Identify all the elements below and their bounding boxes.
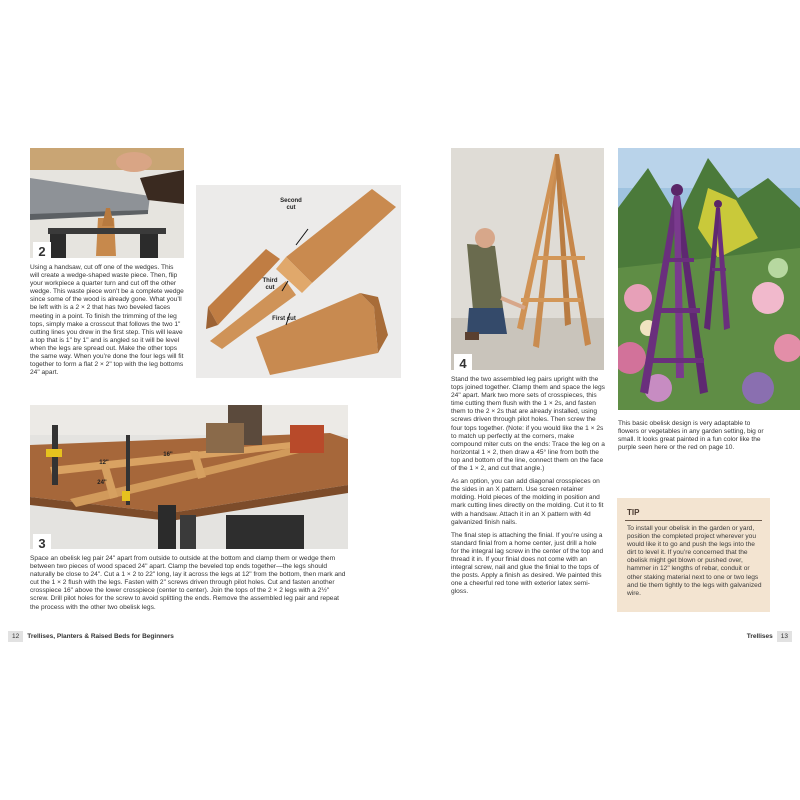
step3-instructions: Space an obelisk leg pair 24" apart from outside to outside at the bottom and clamp them or wedge them between two pieces of wood spaced 24" apart. Clamp the beveled top ends together—the legs should naturally be close to 24". Cut a 1 × 2 to 22" long, lay it across the legs at 12" from the bottom, then mark and cut the 1 × 2 flush with the legs. Fasten with 2" screws driven through pilot holes. Cut and fasten another crosspiece 16" above the lower crosspiece (center to center). Join the tops of the 2 × 2 legs with a 2½" screw. Drill pilot holes for the screw to avoid splitting the ends. Remove the assembled leg pair and repeat the process with the other two obelisk legs.	[30, 555, 346, 611]
tip-divider	[625, 520, 762, 521]
dim-12: 12"	[99, 460, 109, 466]
photo-step3-leg-pair	[30, 405, 348, 549]
tip-title: TIP	[627, 508, 640, 517]
obelisk-caption: This basic obelisk design is very adaptable to flowers or vegetables in any garden setting, big or small. It looks great painted in a fun color like the purple seen here or the red on page 10.	[618, 420, 764, 452]
step2-instructions: Using a handsaw, cut off one of the wedges. This will create a wedge-shaped waste piece. Then, flip your workpiece a quarter turn and cut off the other wedge. This waste piece won’t be a complete wedge since some of the wood is already gone. What you’ll be left with is a 2 × 2 that has two beveled faces meeting in a point. To finish the trimming of the leg tops, simply make a crosscut that follows the two 1" cutting lines you drew in the first step. This will leave a top that is 1" by 1" and is angled so it will be level when the legs are spread out. Make the other tops the same way. When you’re done the four legs will fit together to form a flat 2 × 2" top with the leg bottoms 24" apart.	[30, 264, 184, 377]
right-folio	[747, 631, 796, 642]
tip-text: To install your obelisk in the garden or yard, position the completed project wherever you would like it to go and push the legs into the dirt to level it. If you’re concerned that the obelisk might get blown or pushed over, hammer in 12" lengths of rebar, conduit or other staking material next to one or two legs and tie them tightly to the legs with galvanized wire.	[627, 525, 762, 597]
right-page-number: 13	[777, 631, 792, 642]
step4-paragraph-3: The final step is attaching the finial. If you’re using a standard finial from a home center, just drill a hole for the integral lag screw in the center of the top and thread it in. If your finial does not come with an integral screw, nail and glue the finial to the tops of the posts. Apply a finish as desired. We painted this one a cheerful red tone with exterior latex semi-gloss.	[451, 531, 604, 596]
dim-16: 16"	[163, 452, 173, 458]
photo-cut-wedges	[196, 185, 401, 378]
label-second-cut: Second cut	[280, 198, 302, 211]
step4-paragraph-2: As an option, you can add diagonal crosspieces on the sides in an X pattern. Use screen retainer molding. Hold pieces of the molding in position and mark cutting lines directly on the molding. Cut it to fit with a handsaw. Attach it in an X pattern with 4d galvanized finish nails.	[451, 478, 604, 526]
label-third-cut: Third cut	[262, 278, 278, 291]
step4-paragraph-1: Stand the two assembled leg pairs upright with the tops joined together. Clamp them and space the legs 24" apart. Mark two more sets of crosspieces, this time cutting them flush with the 1 × 2s, and fasten them to the 2 × 2s that are already installed, using screws driven through pilot holes. Then screw the four tops together. (Note: if you would like the 1 × 2s to match up perfectly at the corners, make compound miter cuts on the ends: Trace the leg on a horizontal 1 × 2, then draw a 45° line from both the top and bottom of the line, connect them on the face of the 1 × 2, and cut that angle.)	[451, 376, 605, 473]
step-4-badge: 4	[454, 354, 472, 372]
dim-24: 24"	[97, 480, 107, 486]
right-section-title: Trellises	[746, 633, 773, 640]
photo-step4-assembly	[451, 148, 604, 370]
left-page-number: 12	[8, 631, 23, 642]
photo-step2-handsaw	[30, 148, 184, 258]
tip-box	[617, 498, 770, 612]
photo-purple-obelisk-garden	[618, 148, 800, 410]
label-first-cut: First cut	[272, 316, 296, 322]
left-folio	[4, 631, 174, 642]
step-2-badge: 2	[33, 242, 51, 260]
step4-instructions	[451, 376, 605, 601]
left-book-title: Trellises, Planters & Raised Beds for Beginners	[27, 633, 174, 640]
step-3-badge: 3	[33, 534, 51, 552]
